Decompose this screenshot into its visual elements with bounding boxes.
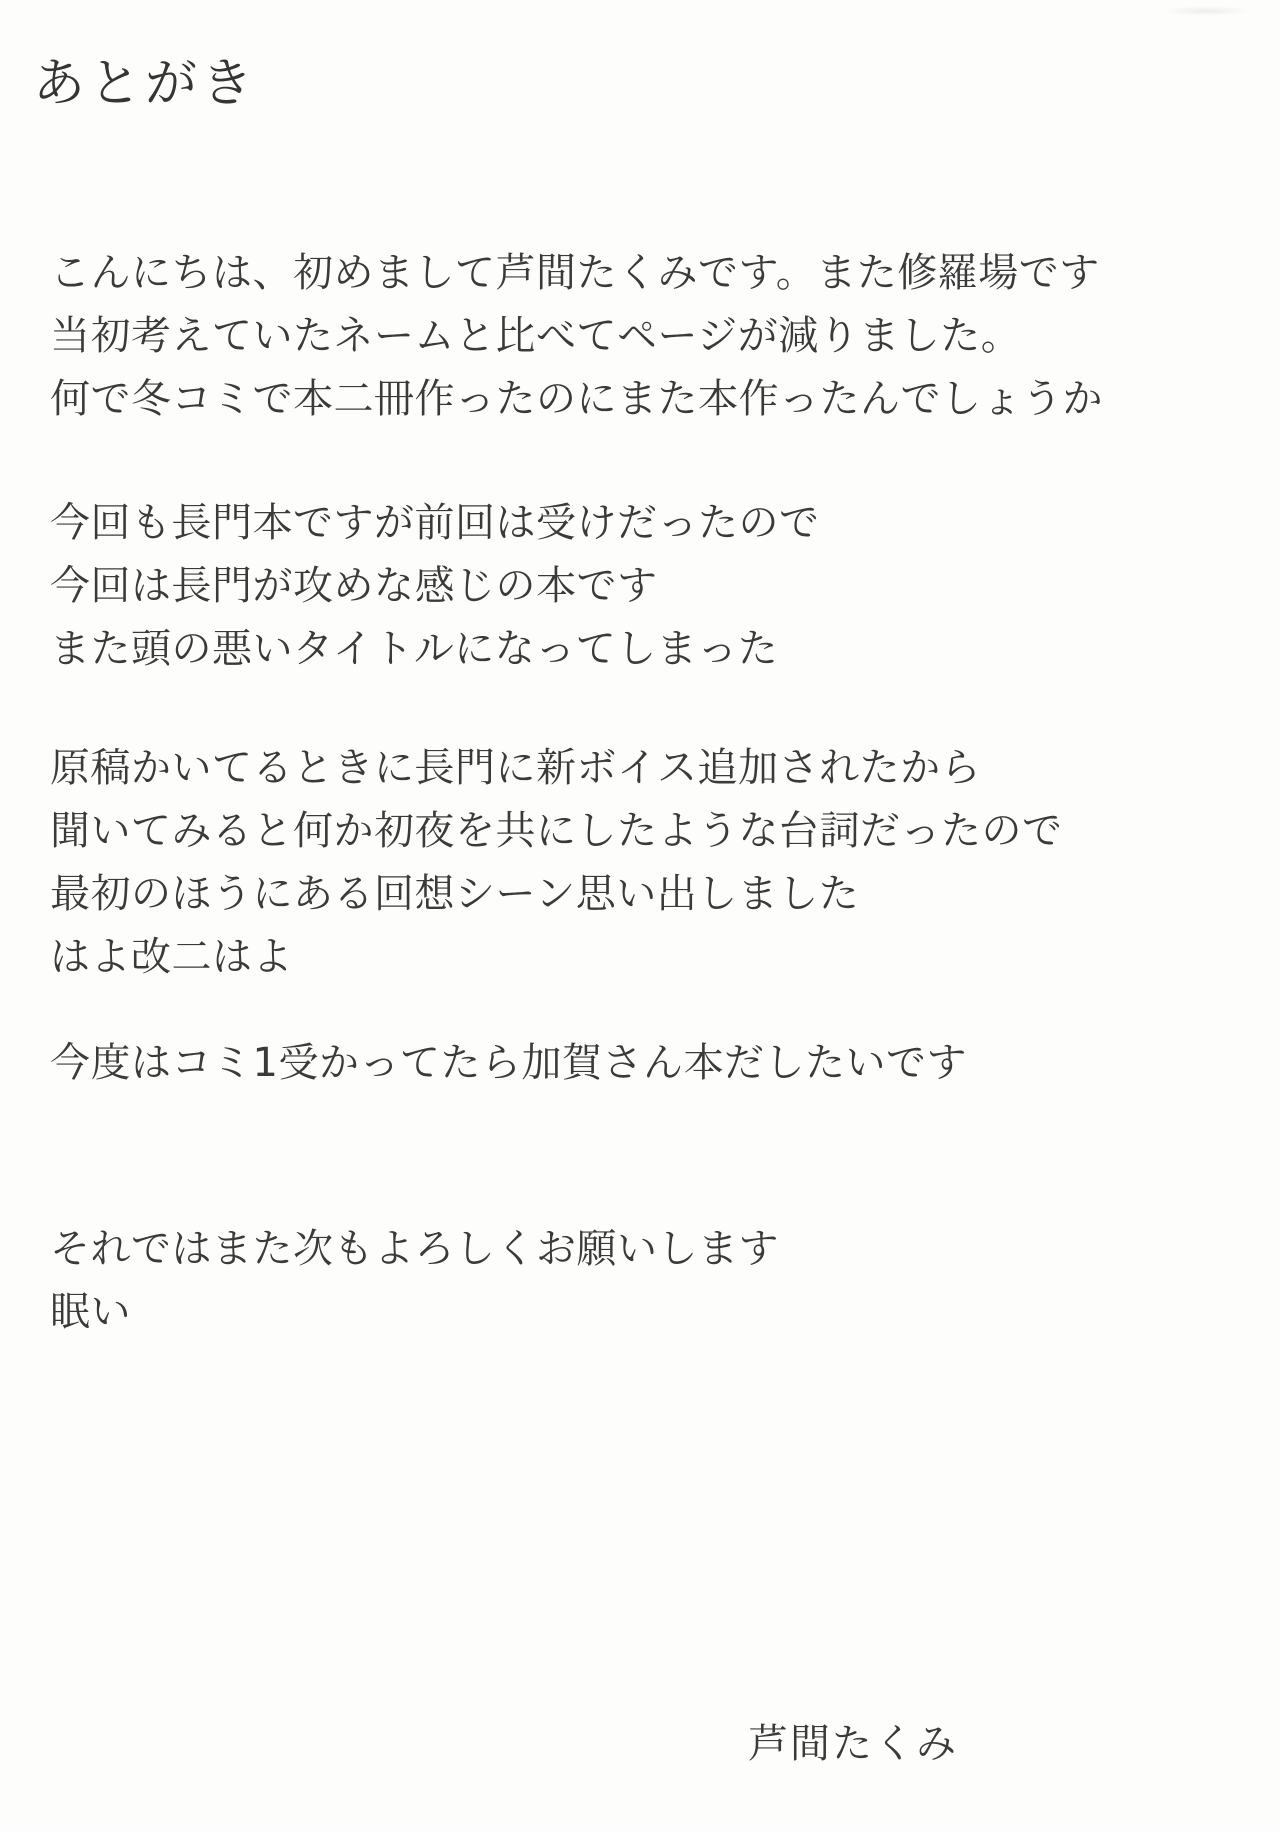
text-line: 当初考えていたネームと比べてページが減りました。: [50, 313, 1022, 359]
text-line: 何で冬コミで本二冊作ったのにまた本作ったんでしょうか: [50, 376, 1103, 422]
text-line: 今度はコミ1受かってたら加賀さん本だしたいです: [50, 1040, 967, 1086]
page-title: あとがき: [33, 53, 258, 114]
paragraph-greeting: [50, 242, 1103, 431]
paragraph-voice-story: [50, 737, 1063, 989]
paragraph-next-plan: [50, 1032, 967, 1095]
text-line: はよ改二はよ: [50, 934, 293, 980]
text-line: こんにちは、初めまして芦間たくみです。また修羅場です: [50, 250, 1100, 296]
text-line: それではまた次もよろしくお願いします: [50, 1226, 779, 1272]
text-line: また頭の悪いタイトルになってしまった: [50, 626, 779, 672]
scan-artifact: [1162, 6, 1252, 16]
text-line: 今回は長門が攻めな感じの本です: [50, 563, 658, 609]
paragraph-book-theme: [50, 492, 820, 681]
text-line: 聞いてみると何か初夜を共にしたような台詞だったので: [50, 808, 1063, 854]
text-line: 最初のほうにある回想シーン思い出しました: [50, 871, 860, 917]
text-line: 今回も長門本ですが前回は受けだったので: [50, 500, 820, 546]
text-line: 眠い: [50, 1289, 131, 1335]
paragraph-closing: [50, 1218, 779, 1344]
author-signature: 芦間たくみ: [748, 1721, 958, 1767]
text-line: 原稿かいてるときに長門に新ボイス追加されたから: [50, 745, 982, 791]
